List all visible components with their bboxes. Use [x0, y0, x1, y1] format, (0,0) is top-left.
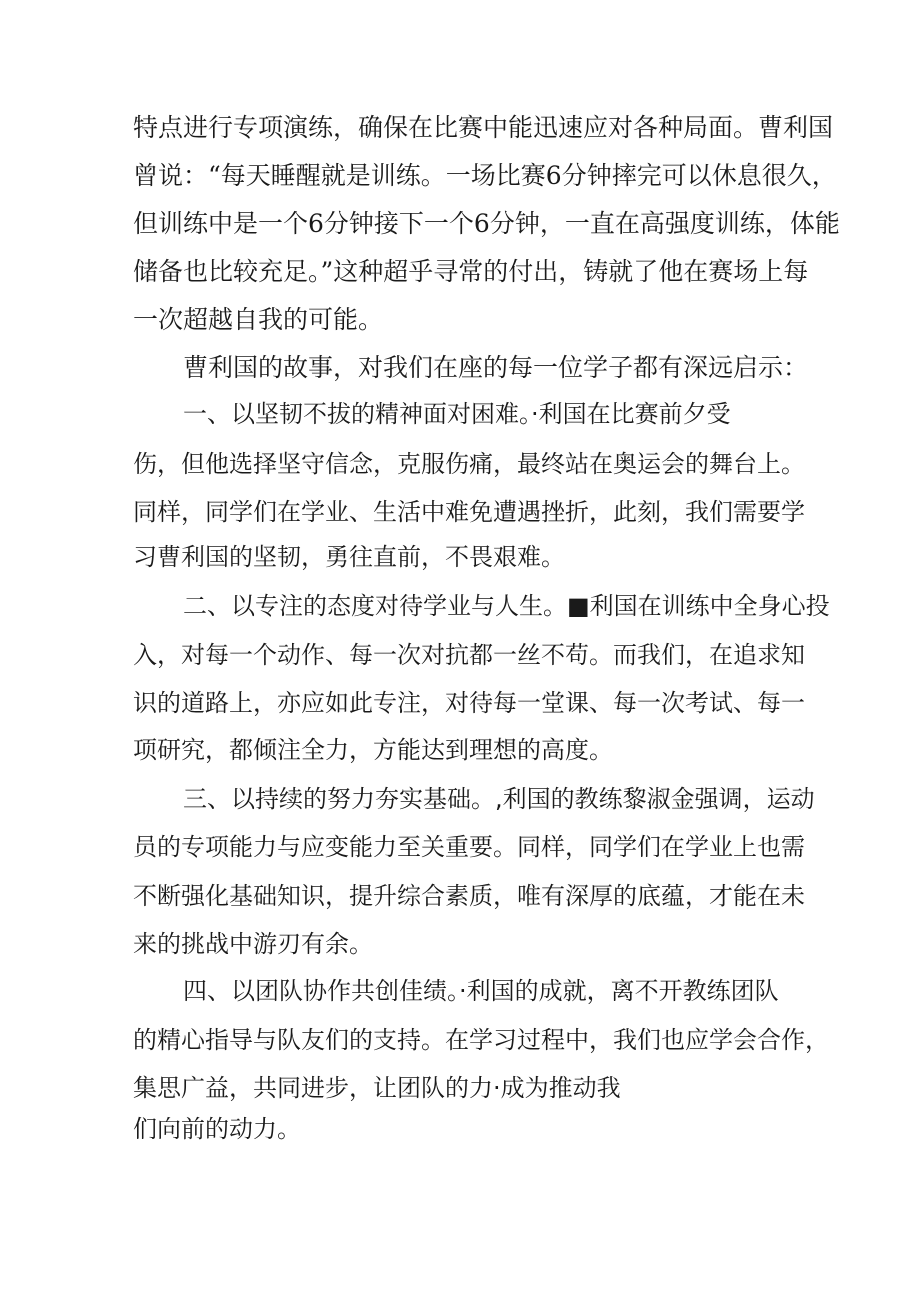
p5-line-1: 三、以持续的努力夯实基础。,利国的教练黎淑金强调，运动: [183, 785, 815, 813]
p3-line-1: 一、以坚韧不拔的精神面对困难。·利国在比赛前夕受: [183, 400, 731, 428]
p4-line-1: 二、以专注的态度对待学业与人生。■利国在训练中全身心投: [183, 592, 830, 620]
p3-line-2: 伤，但他选择坚守信念，克服伤痛，最终站在奥运会的舞台上。: [133, 450, 805, 478]
p6-line-3: 集思广益，共同进步，让团队的力·成为推动我: [133, 1074, 621, 1102]
p3-line-3: 同样，同学们在学业、生活中难免遭遇挫折，此刻，我们需要学: [133, 498, 805, 526]
p1-line-2: 曾说：“每天睡醒就是训练。一场比赛6分钟摔完可以休息很久，: [133, 161, 837, 190]
p3-line-4: 习曹利国的坚韧，勇往直前，不畏艰难。: [133, 543, 565, 571]
p4-line-3: 识的道路上，亦应如此专注，对待每一堂课、每一次考试、每一: [133, 689, 805, 717]
p4-line-4: 项研究，都倾注全力，方能达到理想的高度。: [133, 736, 613, 764]
p5-line-3: 不断强化基础知识，提升综合素质，唯有深厚的底蕴，才能在未: [133, 882, 805, 910]
p6-line-2: 的精心指导与队友们的支持。在学习过程中，我们也应学会合作，: [133, 1026, 829, 1054]
p4-line-2: 入，对每一个动作、每一次对抗都一丝不苟。而我们，在追求知: [133, 641, 805, 669]
p6-line-1: 四、以团队协作共创佳绩。·利国的成就，离不开教练团队: [183, 977, 779, 1005]
p5-line-2: 员的专项能力与应变能力至关重要。同样，同学们在学业上也需: [133, 833, 805, 861]
p2-line-1: 曹利国的故事，对我们在座的每一位学子都有深远启示：: [183, 353, 809, 382]
p1-line-4: 储备也比较充足。”这种超乎寻常的付出，铸就了他在赛场上每: [133, 257, 809, 286]
p1-line-5: 一次超越自我的可能。: [133, 305, 384, 334]
p6-line-4: 们向前的动力。: [133, 1115, 301, 1143]
p1-line-3: 但训练中是一个6分钟接下一个6分钟，一直在高强度训练，体能: [133, 209, 840, 238]
p5-line-4: 来的挑战中游刃有余。: [133, 930, 373, 958]
p1-line-1: 特点进行专项演练，确保在比赛中能迅速应对各种局面。曹利国: [133, 113, 834, 142]
